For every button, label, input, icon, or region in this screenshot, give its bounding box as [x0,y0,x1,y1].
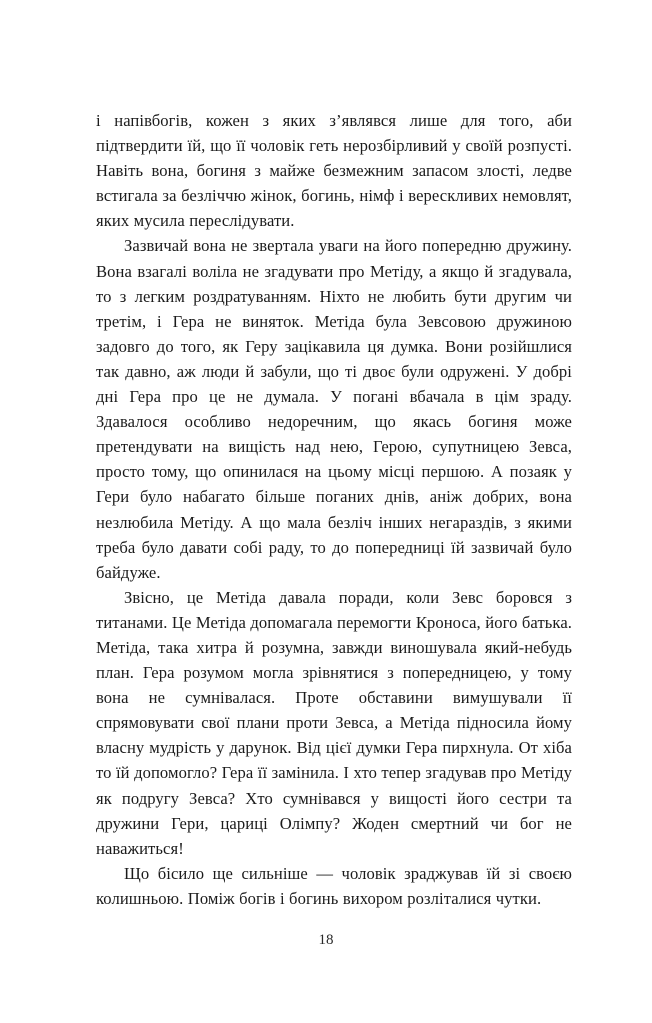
paragraph-metis-advice: Звісно, це Метіда давала поради, коли Зевс боровся з титанами. Це Метіда допомагала перемогти Кроноса, його батька. Метіда, така хитра й розумна, завжди виношувала який-небудь план. Гера розумом могла зрівнятися з попередницею, у тому вона не сумнівалася. Проте обставини вимушували її спрямовувати свої плани проти Зевса, а Метіда підносила йому власну мудрість у дарунок. Від цієї думки Гера пирхнула. От хіба то їй допомогло? Гера її замінила. І хто тепер згадував про Метіду як подругу Зевса? Хто сумнівався у вищості його сестри та дружини Гери, цариці Олімпу? Жоден смертний чи бог не наважиться! [96,587,572,858]
page-number: 18 [318,932,334,948]
paragraph-metis-ignored: Зазвичай вона не звертала уваги на його попередню дружину. Вона взагалі воліла не згадувати про Метіду, а якщо й згадувала, то з легким роздратуванням. Ніхто не любить бути другим чи третім, і Гера не виняток. Метіда була Зевсовою дружиною задовго до того, як Геру зацікавила ця думка. Вони розійшлися так давно, аж люди й забули, що ті двоє були одружені. У добрі дні Гера про це не думала. У погані вбачала в цім зраду. Здавалося особливо недоречним, що якась богиня може претендувати на вищість над нею, Герою, супутницею Зевса, просто тому, що опинилася на цьому місці першою. А позаяк у Гери було набагато більше поганих днів, аніж добрих, вона незлюбила Метіду. А що мала безліч інших негараздів, з якими треба було давати собі раду, то до попередниці їй зазвичай було байдуже. [96,236,572,582]
paragraph-continued: і напівбогів, кожен з яких з’являвся лише для того, аби підтвердити їй, що її чоловік геть нерозбірливий у своїй розпусті. Навіть вона, богиня з майже безмежним запасом злості, ледве встигала за безліччю жінок, богинь, німф і верескливих немовлят, яких мусила переслідувати. [96,111,572,231]
paragraph-rumors: Що бісило ще сильніше — чоловік зраджував їй зі своєю колишньою. Поміж богів і богинь вихором розліталися чутки. [96,863,572,908]
page-text-block [96,108,572,911]
